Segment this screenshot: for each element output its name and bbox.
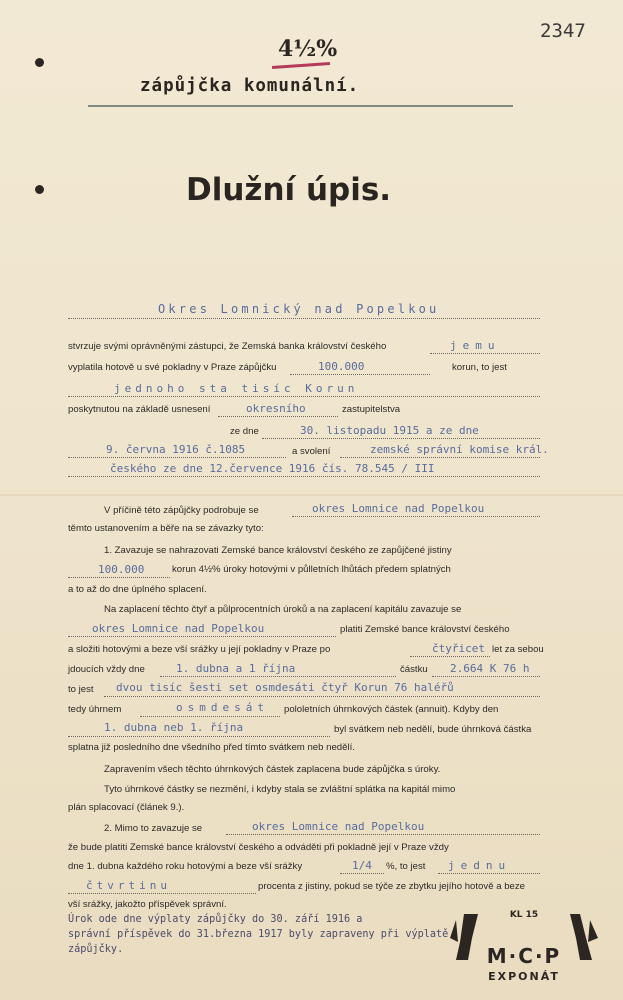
- fill-amount: 100.000: [318, 360, 365, 373]
- fill-borrower: okres Lomnice nad Popelkou: [252, 820, 425, 833]
- fill-holiday-dates: 1. dubna neb 1. října: [104, 721, 244, 734]
- dotted-line: [340, 873, 384, 874]
- clause-text: 2. Mimo to zavazuje se: [104, 823, 203, 834]
- clause-text: vší srážky, jakožto příspěvek správní.: [68, 899, 227, 910]
- stamp-code: KL 15: [509, 910, 539, 920]
- clause-text: %, to jest: [386, 861, 426, 872]
- interest-rate: 4½%: [278, 36, 338, 62]
- fill-principal: 100.000: [98, 563, 145, 576]
- fill-due-dates: 1. dubna a 1 října: [176, 662, 296, 675]
- clause-text: dne 1. dubna každého roku hotovými a beze vší srážky: [68, 861, 303, 872]
- fill-years: čtyřicet: [432, 642, 485, 655]
- fill-council: okresního: [246, 402, 306, 415]
- intro-text: poskytnutou na základě usnesení: [68, 404, 211, 415]
- clause-text: 1. Zavazuje se nahrazovati Zemské bance království českého ze zapůjčené jistiny: [104, 545, 452, 556]
- dotted-line: [226, 834, 540, 835]
- loan-type-heading: zápůjčka komunální.: [140, 76, 360, 96]
- dotted-line: [292, 516, 540, 517]
- clause-text: jdoucích vždy dne: [68, 664, 145, 675]
- fold-crease: [0, 494, 623, 496]
- typed-note: Úrok ode dne výplaty zápůjčky do 30. září 1916 a správní příspěvek do 31.března 1917 byly zapraveny při výplatě zápůjčky.: [68, 914, 449, 955]
- dotted-line: [340, 457, 540, 458]
- fill-date-3: českého ze dne 12.července 1916 čís. 78.545 / III: [110, 462, 435, 475]
- intro-text: a svolení: [292, 446, 331, 457]
- stamp-caption: EXPONÁT: [488, 970, 560, 983]
- fill-date-1: 30. listopadu 1915 a ze dne: [300, 424, 479, 437]
- clause-text: částku: [400, 664, 428, 675]
- dotted-line: [68, 577, 170, 578]
- clause-text: Tyto úhrnkové částky se nezmění, i kdyby stala se zvláštní splátka na kapitál mimo: [104, 784, 456, 795]
- fill-instalment: 2.664 K 76 h: [450, 662, 530, 675]
- museum-stamp: [446, 908, 602, 990]
- dotted-line: [438, 873, 540, 874]
- fill-instalment-words: dvou tisíc šesti set osmdesáti čtyř Korun 76 haléřů: [116, 681, 454, 694]
- document-title: Dlužní úpis.: [186, 172, 392, 208]
- pencil-underline: [272, 62, 330, 69]
- clause-text: plán splacovací (článek 9.).: [68, 802, 185, 813]
- dotted-line: [68, 476, 540, 477]
- clause-text: že bude platiti Zemské bance království českého a odváděti při pokladně její v Praze vždy: [68, 842, 449, 853]
- dotted-line: [432, 676, 540, 677]
- section-text: V příčině této zápůjčky podrobuje se: [104, 505, 259, 516]
- fill-percent: 1/4: [352, 859, 372, 872]
- dotted-line: [104, 696, 540, 697]
- dotted-line: [68, 736, 330, 737]
- clause-text: a složiti hotovými a beze vší srážky u její pokladny v Praze po: [68, 644, 331, 655]
- fill-recipient: jemu: [450, 339, 501, 352]
- clause-text: splatna již posledního dne všedního před tímto svátkem neb nedělí.: [68, 742, 355, 753]
- dotted-line: [430, 353, 540, 354]
- serial-number: 2347: [540, 20, 586, 42]
- clause-text: byl svátkem neb nedělí, bude úhrnková částka: [334, 724, 532, 735]
- intro-text: korun, to jest: [452, 362, 507, 373]
- intro-text: zastupitelstva: [342, 404, 401, 415]
- clause-text: pololetních úhrnkových částek (annuit). Kdyby den: [284, 704, 499, 715]
- borrower-name: Okres Lomnický nad Popelkou: [158, 302, 440, 316]
- header-rule: [88, 105, 513, 107]
- punch-hole: [35, 58, 44, 67]
- fill-borrower: okres Lomnice nad Popelkou: [312, 502, 485, 515]
- clause-text: procenta z jistiny, pokud se týče ze zbytku jejího hotově a beze: [258, 881, 525, 892]
- section-text: těmto ustanovením a běře na se závazky tyto:: [68, 523, 264, 534]
- intro-text: stvrzuje svými oprávněnými zástupci, že Zemská banka království českého: [68, 341, 387, 352]
- fill-borrower: okres Lomnice nad Popelkou: [92, 622, 265, 635]
- dotted-line: [140, 716, 280, 717]
- dotted-line: [410, 656, 490, 657]
- dotted-line: [262, 438, 540, 439]
- fill-commission: zemské správní komise král.: [370, 443, 549, 456]
- dotted-line: [68, 636, 336, 637]
- clause-text: to jest: [68, 684, 94, 695]
- clause-text: Na zaplacení těchto čtyř a půlprocentních úroků a na zaplacení kapitálu zavazuje se: [104, 604, 462, 615]
- intro-text: vyplatila hotově u své pokladny v Praze zápůjčku: [68, 362, 277, 373]
- clause-text: korun 4½% úroky hotovými v půlletních lhůtách předem splatných: [172, 564, 451, 575]
- stamp-initials: M·C·P: [486, 944, 562, 968]
- clause-text: tedy úhrnem: [68, 704, 122, 715]
- dotted-line: [68, 396, 540, 397]
- punch-hole: [35, 185, 44, 194]
- clause-text: let za sebou: [492, 644, 544, 655]
- fill-annuity-count: osmdesát: [176, 701, 269, 714]
- dotted-line: [218, 416, 338, 417]
- intro-text: ze dne: [230, 426, 259, 437]
- dotted-line: [290, 374, 430, 375]
- fill-amount-words: jednoho sta tisíc Korun: [114, 382, 359, 395]
- clause-text: a to až do dne úplného splacení.: [68, 584, 207, 595]
- clause-text: platiti Zemské bance království českého: [340, 624, 510, 635]
- dotted-line: [160, 676, 396, 677]
- fill-quarter: čtvrtinu: [86, 879, 171, 892]
- dotted-line: [68, 893, 256, 894]
- dotted-line: [68, 457, 286, 458]
- fill-date-2: 9. června 1916 č.1085: [106, 443, 246, 456]
- dotted-line: [68, 318, 540, 319]
- fill-fraction-word: jednu: [448, 859, 512, 872]
- clause-text: Zapravením všech těchto úhrnkových částek zaplacena bude zápůjčka s úroky.: [104, 764, 441, 775]
